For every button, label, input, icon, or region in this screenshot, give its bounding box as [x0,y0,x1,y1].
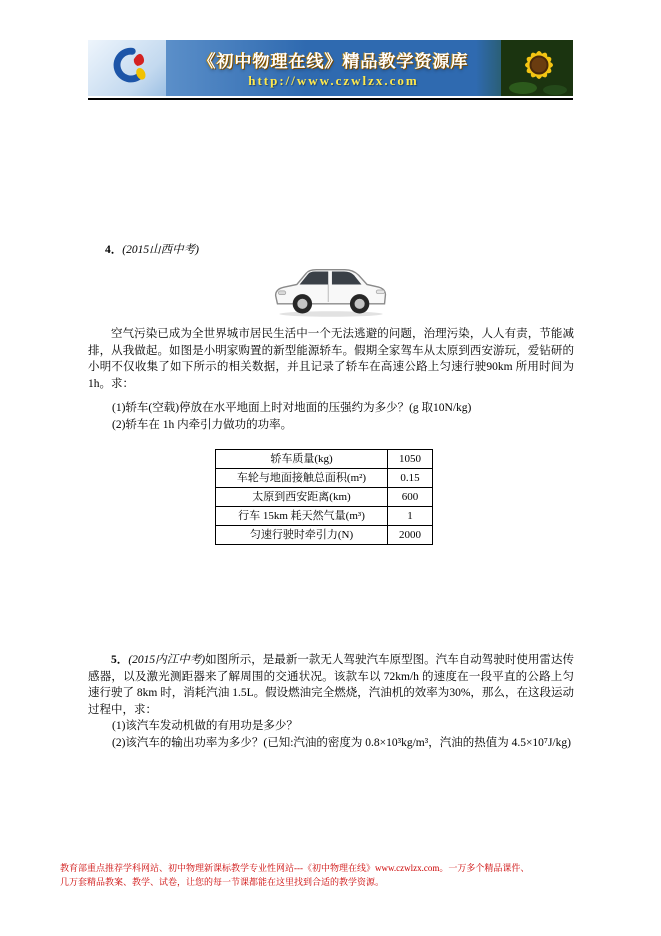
table-row-label: 行车 15km 耗天然气量(m³) [216,507,388,526]
question-4-source: (2015山西中考) [122,244,199,256]
question-4-item-2: (2)轿车在 1h 内牵引力做功的功率。 [112,418,293,431]
site-logo-icon [101,46,153,91]
banner-text-area [166,40,501,96]
footer-line-1: 教育部重点推荐学科网站、初中物理新课标教学专业性网站---《初中物理在线》www.czwlzx.com。一万多个精品课件、 [60,863,530,873]
sunflower-image [501,40,573,96]
site-logo [88,40,166,96]
question-5-item-2: (2)该汽车的输出功率为多少？(已知:汽油的密度为 0.8×10³kg/m³，汽油的热值为 4.5×10⁷J/kg) [112,736,571,749]
table-row [216,526,433,545]
question-5-number: 5． [111,654,129,666]
question-5-paragraph [88,652,574,718]
question-4-heading [88,242,574,259]
question-4 [88,242,574,545]
table-row [216,469,433,488]
question-5-source: (2015内江中考) [128,654,206,666]
table-row-label: 太原到西安距离(km) [216,488,388,507]
table-row [216,488,433,507]
q4-data-table [215,449,433,545]
table-row-label: 匀速行驶时牵引力(N) [216,526,388,545]
page-footer [60,862,608,889]
table-row [216,507,433,526]
site-banner [88,40,573,96]
question-4-items [88,400,574,433]
table-row [216,450,433,469]
table-row-value: 600 [388,488,433,507]
question-4-item-1: (1)轿车(空载)停放在水平地面上时对地面的压强约为多少？(g 取10N/kg) [112,402,472,414]
car-image [270,261,392,325]
table-row-value: 2000 [388,526,433,545]
question-5-item-1: (1)该汽车发动机做的有用功是多少？ [112,720,298,732]
table-row-value: 0.15 [388,469,433,488]
question-5-text: 如图所示，是最新一款无人驾驶汽车原型图。汽车自动驾驶时使用雷达传感器，以及激光测距器来了解周围的交通状况。该款车以 72km/h 的速度在一段平直的公路上匀速行驶了 8km 时，消耗汽油 1.5L。假设燃油完全燃烧，汽油机的效率为30%，那么，在这段运动过程中，求： [88,654,574,716]
table-row-value: 1050 [388,450,433,469]
question-5 [88,652,574,751]
footer-line-2: 几万套精品教案、教学、试卷，让您的每一节课都能在这里找到合适的教学资源。 [60,876,385,887]
header-divider [88,98,573,100]
table-row-label: 车轮与地面接触总面积(m²) [216,469,388,488]
table-row-value: 1 [388,507,433,526]
banner-title: 《初中物理在线》精品教学资源库 [198,52,469,71]
banner-url-link[interactable]: http://www.czwlzx.com [248,73,419,88]
question-4-paragraph: 空气污染已成为全世界城市居民生活中一个无法逃避的问题，治理污染，人人有责，节能减排，从我做起。如图是小明家购置的新型能源轿车。假期全家驾车从太原到西安游玩，爱钻研的小明不仅收集了如下所示的相关数据，并且记录了轿车在高速公路上匀速行驶90km 所用时间为1h。求： [88,328,574,390]
table-row-label: 轿车质量(kg) [216,450,388,469]
question-4-number: 4． [105,244,123,256]
